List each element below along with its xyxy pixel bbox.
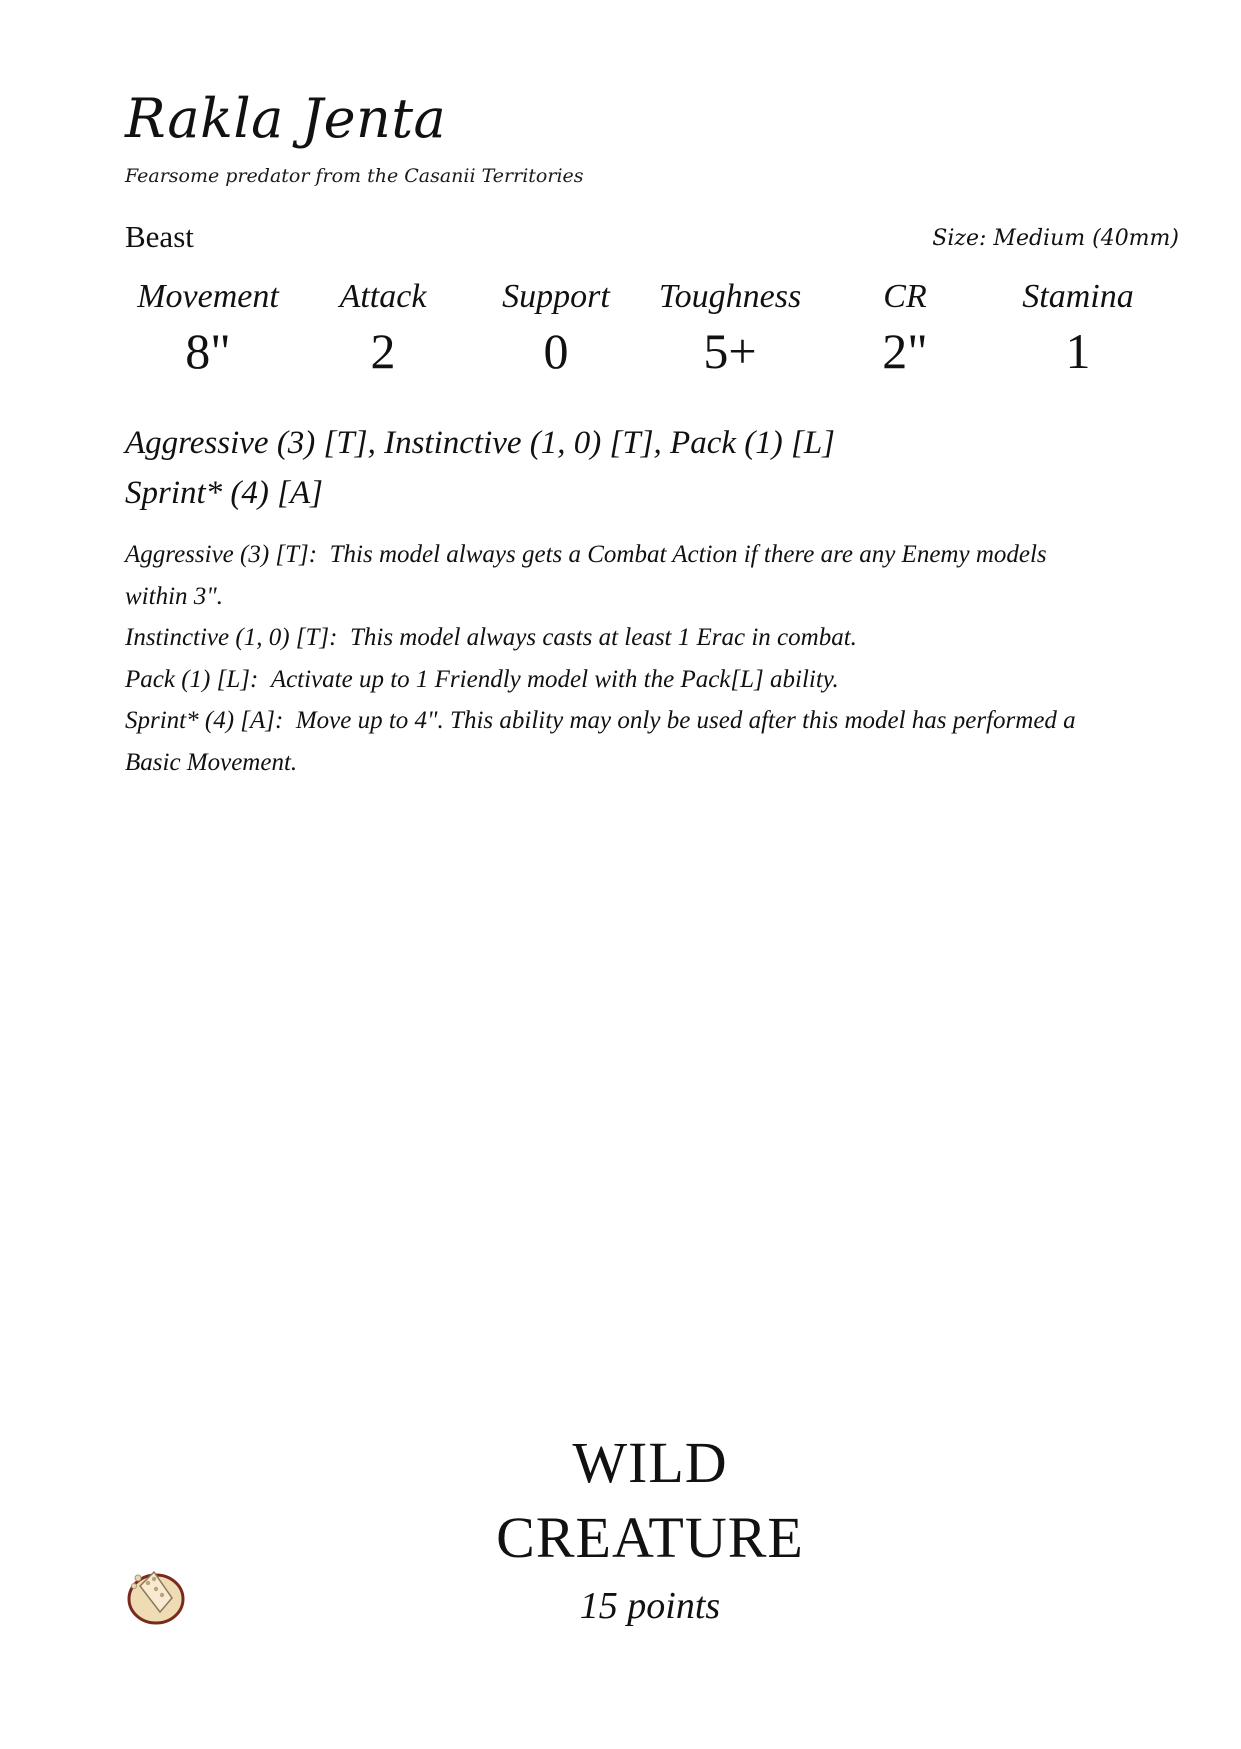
faction-line-2: CREATURE [496, 1505, 804, 1570]
stat-label: CR [883, 278, 927, 315]
model-description: Fearsome predator from the Casanii Territories [125, 165, 584, 187]
dice-faction-icon [126, 1564, 190, 1626]
ability-summary-line: Sprint* (4) [A] [125, 475, 323, 511]
ability-name: Sprint* (4) [A]: [125, 707, 284, 734]
stat-label: Attack [339, 278, 427, 315]
model-name: Rakla Jenta [125, 87, 447, 150]
stat-value: 1 [1065, 323, 1091, 379]
stat-value: 8" [185, 323, 231, 379]
ability-entry [125, 659, 1085, 701]
stat-label: Stamina [1022, 278, 1134, 315]
stat-cr [815, 278, 995, 379]
stat-label: Support [502, 278, 610, 315]
faction-line-1: WILD [572, 1430, 728, 1495]
stat-block [118, 280, 1178, 390]
stat-label: Movement [137, 278, 279, 315]
faction-footer [400, 1425, 900, 1625]
stat-value: 2" [882, 323, 928, 379]
stat-value: 5+ [703, 323, 757, 379]
ability-name: Instinctive (1, 0) [T]: [125, 624, 338, 651]
ability-entry [125, 617, 1085, 659]
ability-text: Move up to 4". This ability may only be used after this model has performed a Basic Movement. [125, 707, 1076, 776]
model-size: Size: Medium (40mm) [932, 226, 1179, 251]
stat-toughness [640, 278, 820, 379]
ability-entry [125, 534, 1085, 617]
ability-details [125, 534, 1085, 783]
stat-movement [118, 278, 298, 379]
ability-name: Pack (1) [L]: [125, 665, 259, 693]
ability-summary-line: Aggressive (3) [T], Instinctive (1, 0) [T], Pack (1) [L] [125, 425, 836, 461]
model-type: Beast [125, 219, 194, 254]
stat-label: Toughness [658, 278, 802, 315]
ability-name: Aggressive (3) [T]: [125, 541, 318, 568]
stat-value: 0 [543, 323, 569, 379]
stat-attack [293, 278, 473, 379]
stat-stamina [988, 278, 1168, 379]
points-cost: 15 points [579, 1585, 721, 1627]
stat-support [466, 278, 646, 379]
ability-text: This model always gets a Combat Action if there are any Enemy models within 3". [125, 541, 1047, 610]
ability-entry [125, 700, 1085, 783]
ability-text: This model always casts at least 1 Erac in combat. [349, 624, 857, 651]
ability-text: Activate up to 1 Friendly model with the Pack[L] ability. [270, 665, 839, 693]
stat-value: 2 [370, 323, 396, 379]
ability-summary [125, 418, 835, 518]
